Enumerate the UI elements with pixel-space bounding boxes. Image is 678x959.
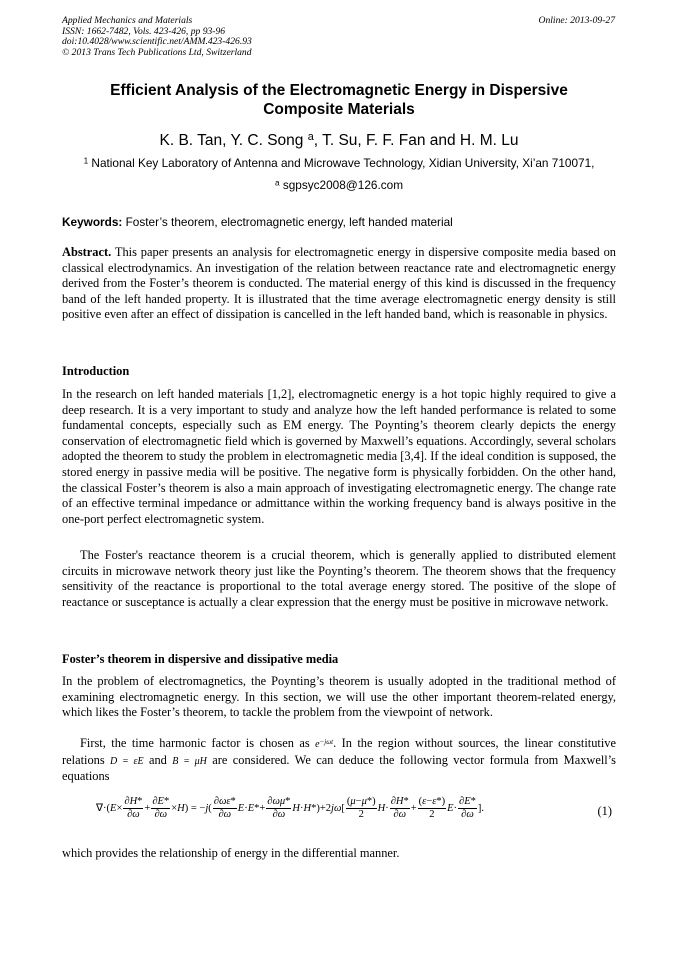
abstract-text: This paper presents an analysis for electromagnetic energy in dispersive composite media based on classical electrodynamics. An investigation of the relation between reactance rate and electromagnetic energy derived from the Foster’s theorem is conducted. The material energy of this kind is discussed in the frequency band of the left handed property. It is illustrated that the time average electromagnetic energy density is still positive even after an effect of dissipation is cancelled in the left handed band, which is reasonable in physics. [62,245,616,322]
title-line-1: Efficient Analysis of the Electromagnetic Energy in Dispersive [110,82,568,99]
issn-line: ISSN: 1662-7482, Vols. 423-426, pp 93-96 [62,25,226,37]
doi-line: doi:10.4028/www.scientific.net/AMM.423-426.93 [62,36,252,48]
equation-1-number: (1) [597,804,612,818]
relation-d-e: D = εE [110,755,144,767]
harmonic-factor-exponent: −jωt [319,737,334,746]
author-sup: a [307,131,314,144]
affiliation-text: National Key Laboratory of Antenna and Microwave Technology, Xidian University, Xi’an 710071, [88,156,595,170]
journal-header [62,16,252,58]
keywords-label: Keywords: [62,215,123,229]
title-line-2: Composite Materials [263,101,415,118]
foster-p2-text-a: First, the time harmonic factor is chosen as [80,736,316,750]
foster-p2-text-c: and [143,752,173,767]
equation-1-body: ∇·(E× $\frac{\partial H*}{\partial\omega}$ + $\frac{\partial E*}{\partial\omega}$ ×H) = −j( $\frac{\partial\omega\varepsilon*}{\partial\omega}$ E·E*+ $\frac{\partial\omega\mu*}{\partial\omega}$ H·H*)+2jω[ $\frac{(\mu-\mu*)}{2}$ H· $\frac{\partial H*}{\partial\omega}$ + $\frac{(\varepsilon-\varepsilon*)}{2}$ E· $\frac{\partial E*}{\partial\omega}$ ]. [96,796,485,820]
email-sup: a [274,178,280,188]
introduction-paragraph-1: In the research on left handed materials [1,2], electromagnetic energy is a hot topic highly required to give a deep research. It is a very important to study and analyze how the left handed performance is related to some fundamental concepts, especially such as EM energy. The Poynting’s theorem clearly depicts the energy conservation of electromagnetic field which is governed by Maxwell’s equations. Accordingly, several scholars adopted the theorem to study the problem in electromagnetic media [3,4]. If the ideal condition is supposed, the stored energy in passive media will be positive. The negative form is physically forbidden. On the other hand, the classical Foster’s theorem is also a main approach of investigating electromagnetic energy. The change rate of an effective terminal impedance or admittance within the working frequency band is always positive in the one-port perfect electromagnetic system. [62,387,616,526]
affiliation-sup: 1 [83,156,89,166]
email-text: sgpsyc2008@126.com [279,178,404,192]
online-date: Online: 2013-09-27 [538,15,615,26]
foster-paragraph-3: which provides the relationship of energy in the differential manner. [62,846,400,860]
keywords-text: Foster’s theorem, electromagnetic energy, left handed material [122,215,453,229]
equation-1 [62,792,616,836]
author-email [62,178,616,193]
abstract [62,245,616,323]
foster-paragraph-2 [62,736,616,785]
foster-paragraph-1: In the problem of electromagnetics, the Poynting’s theorem is usually adopted in the traditional method of examining electromagnetic energy. In this section, we will use the other important theorem-related energy, which likes the Foster’s theorem, to tackle the problem from the viewpoint of network. [62,674,616,720]
foster-p2-text-b: . In the region without sources, the linear constitutive relations [62,736,616,767]
copyright-line: © 2013 Trans Tech Publications Ltd, Switzerland [62,46,252,58]
harmonic-factor [315,739,333,750]
keywords [62,215,616,229]
affiliation [62,156,616,171]
introduction-heading: Introduction [62,364,130,378]
foster-section-heading: Foster’s theorem in dispersive and dissipative media [62,652,339,666]
authors-part-1: K. B. Tan, Y. C. Song [159,132,308,149]
introduction-paragraph-2: The Foster's reactance theorem is a crucial theorem, which is generally applied to distributed element circuits in microwave network theory just like the Poynting’s theorem. The theorem shows that the frequency sensitivity of the reactance is proportional to the total average energy stored. The positive of the slope of reactance or susceptance is actually a clear expression that the energy must be positive in microwave network. [62,548,616,609]
paper-title [62,81,616,119]
journal-name: Applied Mechanics and Materials [62,15,193,26]
authors-part-2: , T. Su, F. F. Fan and H. M. Lu [313,132,519,149]
author-list [62,132,616,150]
foster-p2-text-d: are considered. We can deduce the following vector formula from Maxwell’s equations [62,752,616,784]
relation-b-h: B = μH [172,755,207,767]
abstract-label: Abstract. [62,245,112,259]
harmonic-factor-base: e [315,739,320,750]
